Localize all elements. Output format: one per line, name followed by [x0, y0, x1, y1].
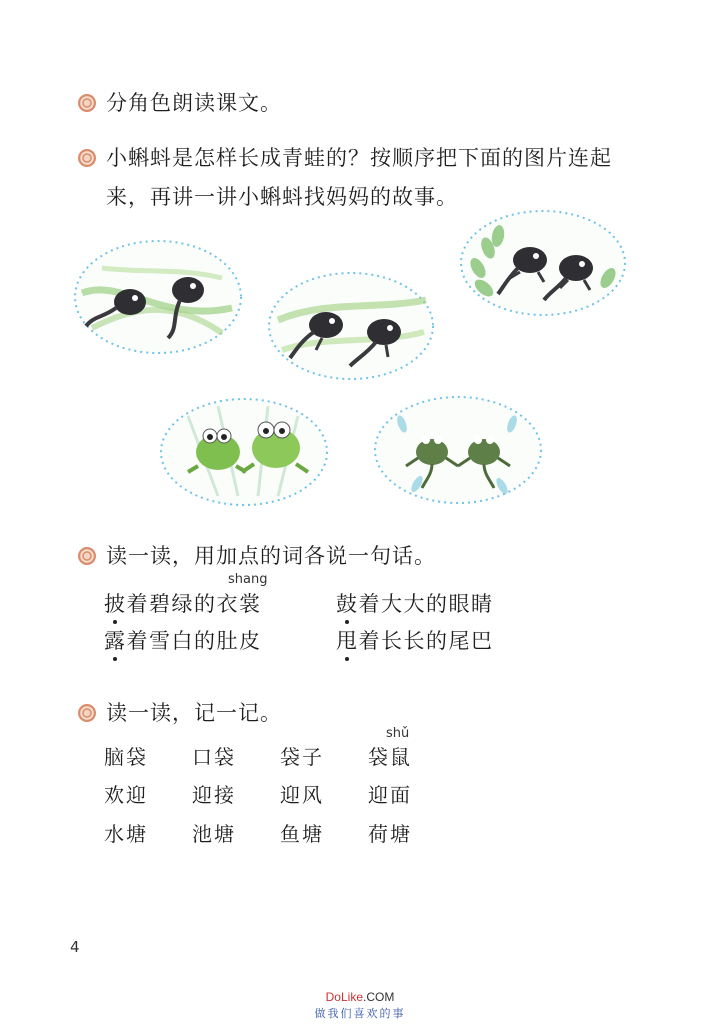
- young-frogs-icon: [158, 396, 330, 508]
- watermark-slogan: 做我们喜欢的事: [314, 1007, 406, 1020]
- watermark: [300, 990, 420, 1021]
- tadpoles-growing-legs-icon: [266, 270, 436, 382]
- word: 水塘: [104, 822, 148, 846]
- pinyin-shu: shǔ: [386, 726, 410, 741]
- exercise-2-line-2: 来，再讲一讲小蝌蚪找妈妈的故事。: [106, 185, 458, 209]
- exercise-3: [78, 541, 436, 571]
- word: 荷塘: [368, 822, 412, 846]
- phrase-4: 甩着长长的尾巴: [336, 625, 494, 655]
- exercise-2-text: [106, 143, 612, 212]
- exercise-2-line-1: 小蝌蚪是怎样长成青蛙的？按顺序把下面的图片连起: [106, 146, 612, 170]
- phrase-3: 露着雪白的肚皮: [104, 625, 262, 655]
- bullet-icon: [78, 547, 96, 565]
- word: 迎风: [280, 783, 324, 807]
- page-number: 4: [70, 938, 80, 956]
- exercise-1: [78, 88, 282, 118]
- tadpoles-swimming-icon: [72, 238, 244, 356]
- word: 袋鼠: [368, 745, 412, 769]
- word: 口袋: [192, 745, 236, 769]
- exercise-4-text: 读一读，记一记。: [106, 701, 282, 725]
- tadpoles-with-legs-icon: [458, 208, 628, 318]
- froglets-with-tails-icon: [372, 394, 544, 506]
- phrase-1: 披着碧绿的衣裳: [104, 588, 262, 618]
- dotted-char: 甩: [336, 625, 359, 655]
- watermark-domain: DoLike.COM: [325, 990, 395, 1004]
- bullet-icon: [78, 94, 96, 112]
- exercise-2: [78, 143, 612, 212]
- word: 欢迎: [104, 783, 148, 807]
- bullet-icon: [78, 149, 96, 167]
- word: 池塘: [192, 822, 236, 846]
- exercise-1-text: 分角色朗读课文。: [106, 91, 282, 115]
- dotted-char: 鼓: [336, 588, 359, 618]
- phrase-2: 鼓着大大的眼睛: [336, 588, 494, 618]
- bullet-icon: [78, 704, 96, 722]
- dotted-char: 露: [104, 625, 127, 655]
- word: 迎面: [368, 783, 412, 807]
- dotted-char: 披: [104, 588, 127, 618]
- word: 脑袋: [104, 745, 148, 769]
- exercise-3-text: 读一读，用加点的词各说一句话。: [106, 544, 436, 568]
- word: 鱼塘: [280, 822, 324, 846]
- exercise-4: [78, 698, 282, 728]
- pinyin-shang: shang: [228, 572, 268, 587]
- word: 袋子: [280, 745, 324, 769]
- word: 迎接: [192, 783, 236, 807]
